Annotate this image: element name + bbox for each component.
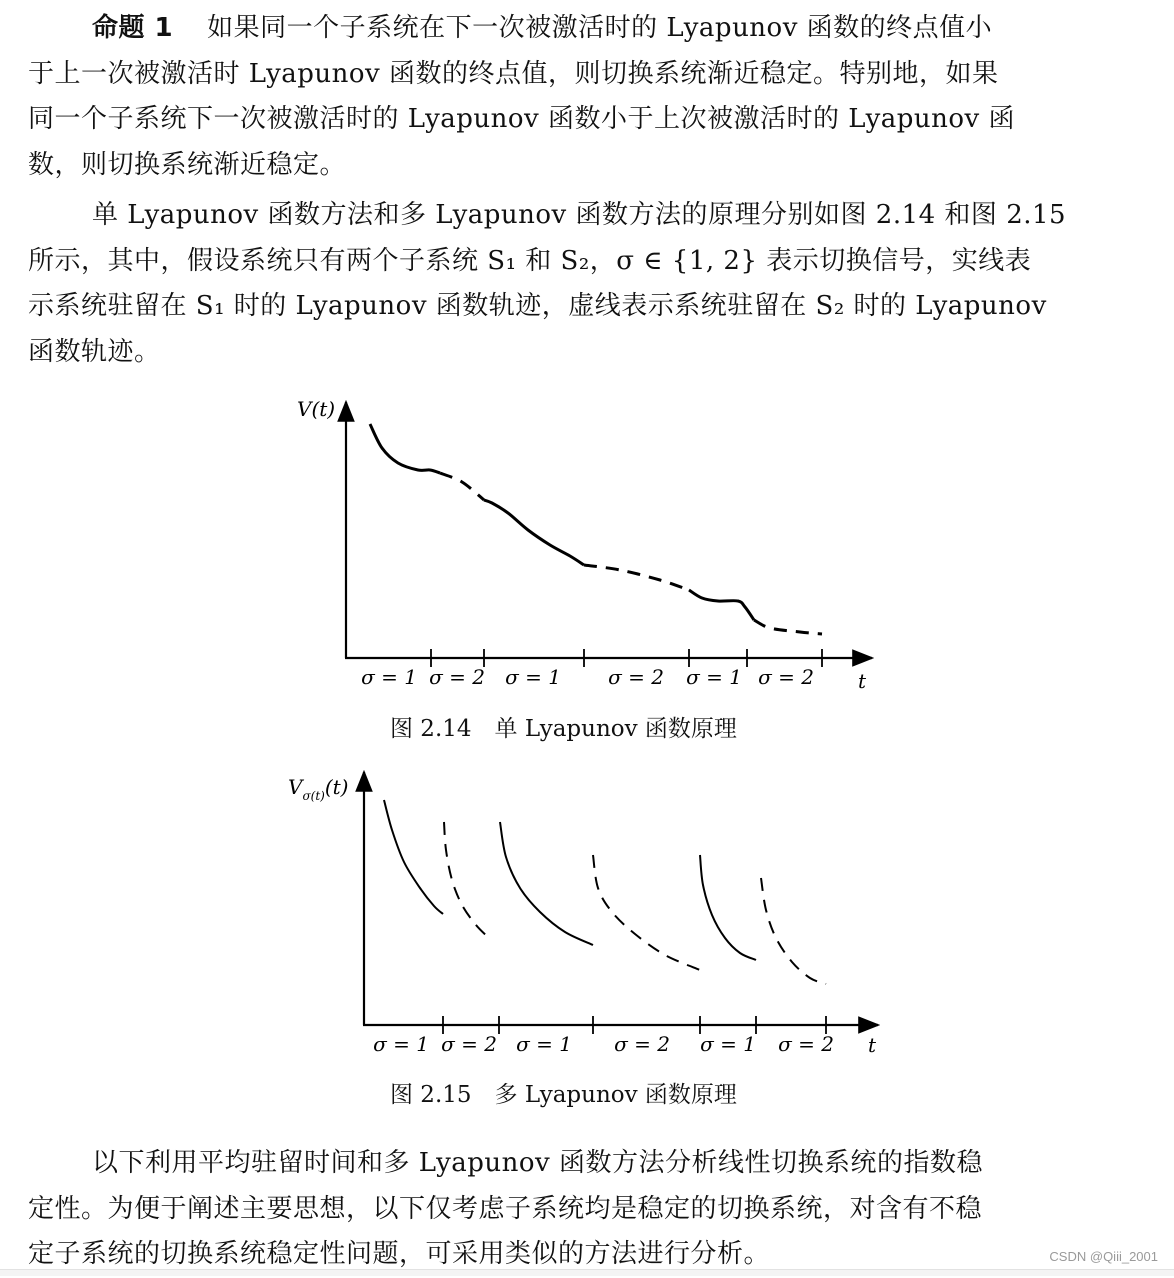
fig15-interval-6: σ = 2 — [778, 1032, 834, 1056]
closing-line-2: 定性。为便于阐述主要思想，以下仅考虑子系统均是稳定的切换系统，对含有不稳 — [28, 1193, 983, 1224]
proposition-line-3: 同一个子系统下一次被激活时的 Lyapunov 函数小于上次被激活时的 Lyapunov 函 — [28, 104, 1016, 134]
figure-2-14 — [297, 397, 872, 693]
proposition-line-4: 数，则切换系统渐近稳定。 — [28, 149, 347, 180]
dashed-segment-sigma-2 — [440, 473, 484, 500]
fig15-interval-2: σ = 2 — [441, 1032, 497, 1056]
solid-segment-sigma-1 — [370, 424, 440, 473]
fig15-interval-labels — [373, 1032, 834, 1056]
fig14-interval-1: σ = 1 — [361, 665, 417, 689]
solid-segment-sigma-1 — [689, 590, 754, 620]
closing-line-3: 定子系统的切换系统稳定性问题，可采用类似的方法进行分析。 — [28, 1239, 771, 1269]
intro-line-2: 所示，其中，假设系统只有两个子系统 S₁ 和 S₂，σ ∈ {1, 2} 表示切换信号，实线表 — [28, 245, 1032, 276]
figure-2-15-caption: 图 2.15 多 Lyapunov 函数原理 — [390, 1082, 737, 1108]
figure-2-14-caption: 图 2.14 单 Lyapunov 函数原理 — [390, 716, 737, 742]
fig15-interval-4: σ = 2 — [614, 1032, 670, 1056]
fig15-lyapunov-curves — [384, 800, 826, 984]
intro-line-1: 单 Lyapunov 函数方法和多 Lyapunov 函数方法的原理分别如图 2.14 和图 2.15 — [92, 200, 1067, 230]
proposition-line-2: 于上一次被激活时 Lyapunov 函数的终点值，则切换系统渐近稳定。特别地，如果 — [28, 58, 999, 89]
figure-2-15 — [288, 772, 878, 1057]
fig14-interval-4: σ = 2 — [608, 665, 664, 689]
solid-segment-sigma-1 — [484, 500, 584, 565]
proposition-label: 命题 1 — [92, 13, 174, 43]
dashed-segment-sigma-2 — [754, 620, 822, 634]
fig15-ylabel: $V_{\sigma(t)}(t)$ — [288, 775, 349, 803]
fig14-interval-labels — [361, 665, 814, 689]
solid-segment-sigma-1 — [700, 855, 756, 960]
dashed-segment-sigma-2 — [444, 822, 489, 938]
dashed-segment-sigma-2 — [761, 878, 826, 984]
fig14-xlabel: t — [858, 669, 867, 693]
fig14-interval-6: σ = 2 — [758, 665, 814, 689]
fig15-interval-3: σ = 1 — [516, 1032, 572, 1056]
dashed-segment-sigma-2 — [584, 565, 689, 590]
dashed-segment-sigma-2 — [593, 855, 700, 970]
fig14-interval-3: σ = 1 — [505, 665, 561, 689]
closing-paragraph — [28, 1141, 1143, 1278]
intro-line-4: 函数轨迹。 — [28, 336, 161, 367]
bottom-edge — [0, 1269, 1174, 1276]
csdn-watermark: CSDN @Qiii_2001 — [1049, 1249, 1158, 1264]
fig14-lyapunov-curve — [370, 424, 822, 634]
intro-line-3: 示系统驻留在 S₁ 时的 Lyapunov 函数轨迹，虚线表示系统驻留在 S₂ 时的 Lyapunov — [28, 291, 1047, 321]
fig15-xlabel: t — [868, 1033, 877, 1057]
closing-line-1: 以下利用平均驻留时间和多 Lyapunov 函数方法分析线性切换系统的指数稳 — [92, 1148, 984, 1178]
proposition-line-1: 命题 1 如果同一个子系统在下一次被激活时的 Lyapunov 函数的终点值小 — [92, 13, 993, 43]
fig14-interval-2: σ = 2 — [429, 665, 485, 689]
fig14-interval-5: σ = 1 — [686, 665, 742, 689]
solid-segment-sigma-1 — [500, 822, 593, 945]
fig14-ylabel: V(t) — [297, 397, 336, 421]
fig15-interval-5: σ = 1 — [700, 1032, 756, 1056]
fig15-interval-1: σ = 1 — [373, 1032, 429, 1056]
solid-segment-sigma-1 — [384, 800, 443, 914]
